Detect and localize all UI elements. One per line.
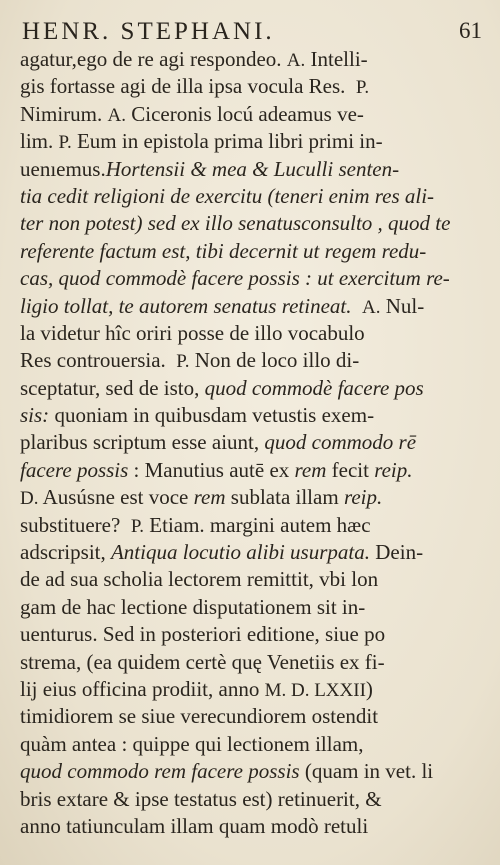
roman-text: ) bbox=[365, 676, 373, 701]
italic-text: quod commodè facere pos bbox=[204, 375, 424, 400]
italic-text: tia cedit religioni de exercitu (teneri enim res ali- bbox=[20, 183, 435, 208]
italic-text: reip. bbox=[343, 485, 383, 510]
roman-text: Intelli- bbox=[305, 47, 368, 71]
speaker-mark: A. bbox=[286, 50, 306, 71]
roman-text: sceptatur, sed de isto, bbox=[20, 375, 205, 400]
text-line bbox=[20, 731, 482, 758]
roman-text: quàm antea : quippe qui lectionem illam, bbox=[20, 731, 364, 756]
roman-text: anno tatiunculam illam quam modò retuli bbox=[20, 813, 369, 838]
speaker-mark: D. bbox=[20, 488, 39, 510]
text-line bbox=[20, 183, 482, 210]
roman-text: strema, (ea quidem certè quę Venetiis ex fi- bbox=[20, 649, 385, 674]
roman-text: Etiam. margini autem hæc bbox=[144, 512, 371, 537]
roman-text: lim. bbox=[20, 129, 59, 154]
text-line bbox=[20, 813, 482, 840]
italic-text: ligio tollat, te autorem senatus retineat. bbox=[20, 293, 352, 318]
text-line bbox=[20, 676, 482, 703]
text-line bbox=[20, 347, 482, 374]
page-number: 61 bbox=[459, 18, 482, 43]
roman-text: Ciceronis locú adeamus ve- bbox=[125, 101, 364, 126]
roman-text bbox=[352, 294, 363, 318]
italic-text: quod commodo rē bbox=[264, 430, 417, 455]
italic-text: referente factum est, tibi decernit ut regem redu- bbox=[20, 238, 427, 263]
text-line bbox=[20, 156, 482, 183]
roman-text: sublata illam bbox=[225, 485, 344, 510]
roman-text: Eum in epistola prima libri primi in- bbox=[71, 129, 383, 154]
text-line bbox=[20, 649, 482, 676]
text-line bbox=[20, 758, 482, 785]
roman-text: bris extare & ipse testatus est) retinuerit, & bbox=[20, 786, 382, 811]
roman-text: gis fortasse agi de illa ipsa vocula Res. bbox=[20, 74, 356, 99]
roman-text: quoniam in quibusdam vetustis exem- bbox=[49, 403, 375, 428]
roman-text: timidiorem se siue verecundiorem ostendit bbox=[20, 704, 379, 729]
text-line bbox=[20, 621, 482, 648]
roman-text: : Manutius autē ex bbox=[128, 457, 295, 482]
text-line bbox=[20, 484, 482, 511]
roman-text: Res controuersia. bbox=[20, 348, 177, 373]
speaker-mark: A. bbox=[107, 104, 126, 126]
italic-text: rem bbox=[193, 485, 226, 510]
speaker-mark: A. bbox=[362, 296, 381, 318]
roman-text: lij eius officina prodiit, anno bbox=[20, 676, 265, 701]
italic-text: facere possis bbox=[20, 457, 129, 482]
text-line bbox=[20, 265, 482, 292]
roman-text: (quam in vet. li bbox=[299, 759, 434, 784]
italic-text: ter non potest) sed ex illo senatusconsulto , quod te bbox=[20, 211, 451, 236]
italic-text: sis: bbox=[20, 403, 50, 428]
italic-text: Hortensii & mea & Luculli senten- bbox=[105, 156, 400, 181]
text-line bbox=[20, 46, 482, 73]
text-line bbox=[20, 101, 482, 128]
text-line bbox=[20, 320, 482, 347]
italic-text: reip. bbox=[374, 457, 413, 482]
text-line bbox=[20, 402, 482, 429]
roman-text: Ausúsne est voce bbox=[38, 485, 194, 510]
text-line bbox=[20, 703, 482, 730]
text-line bbox=[20, 429, 482, 456]
text-line bbox=[20, 73, 482, 100]
speaker-mark: P. bbox=[130, 515, 145, 537]
roman-text: uenturus. Sed in posteriori editione, siue po bbox=[20, 622, 386, 647]
roman-text: adscripsit, bbox=[20, 540, 111, 565]
running-title: HENR. STEPHANI. bbox=[22, 18, 275, 45]
speaker-mark: M. D. LXXII bbox=[264, 679, 366, 701]
text-line bbox=[20, 128, 482, 155]
roman-text: Dein- bbox=[370, 540, 424, 565]
text-line bbox=[20, 457, 482, 484]
roman-text: Nul- bbox=[380, 293, 425, 318]
roman-text: uenıemus. bbox=[20, 156, 106, 181]
roman-text: la videtur hîc oriri posse de illo vocabulo bbox=[20, 320, 365, 345]
text-line bbox=[20, 786, 482, 813]
roman-text: agatur,ego de re agi respondeo. bbox=[20, 47, 287, 71]
italic-text: Antiqua locutio alibi usurpata. bbox=[110, 540, 370, 565]
speaker-mark: P. bbox=[355, 77, 370, 99]
italic-text: rem bbox=[294, 457, 327, 482]
text-line bbox=[20, 375, 482, 402]
text-line bbox=[20, 566, 482, 593]
roman-text: substituere? bbox=[20, 512, 131, 537]
speaker-mark: P. bbox=[176, 351, 190, 373]
roman-text: plaribus scriptum esse aiunt, bbox=[20, 430, 265, 455]
text-line bbox=[20, 210, 482, 237]
italic-text: cas, quod commodè facere possis : ut exercitum re- bbox=[20, 266, 450, 291]
roman-text: de ad sua scholia lectorem remittit, vbi lon bbox=[20, 567, 379, 592]
roman-text: Nimirum. bbox=[20, 101, 108, 126]
text-line bbox=[20, 238, 482, 265]
italic-text: quod commodo rem facere possis bbox=[20, 759, 300, 784]
roman-text: fecit bbox=[326, 457, 375, 482]
text-line bbox=[20, 293, 482, 320]
body-text bbox=[20, 46, 482, 840]
text-line bbox=[20, 512, 482, 539]
text-line bbox=[20, 594, 482, 621]
text-line bbox=[20, 539, 482, 566]
roman-text: gam de hac lectione disputationem sit in- bbox=[20, 594, 366, 619]
roman-text: Non de loco illo di- bbox=[189, 348, 360, 373]
speaker-mark: P. bbox=[58, 132, 72, 154]
